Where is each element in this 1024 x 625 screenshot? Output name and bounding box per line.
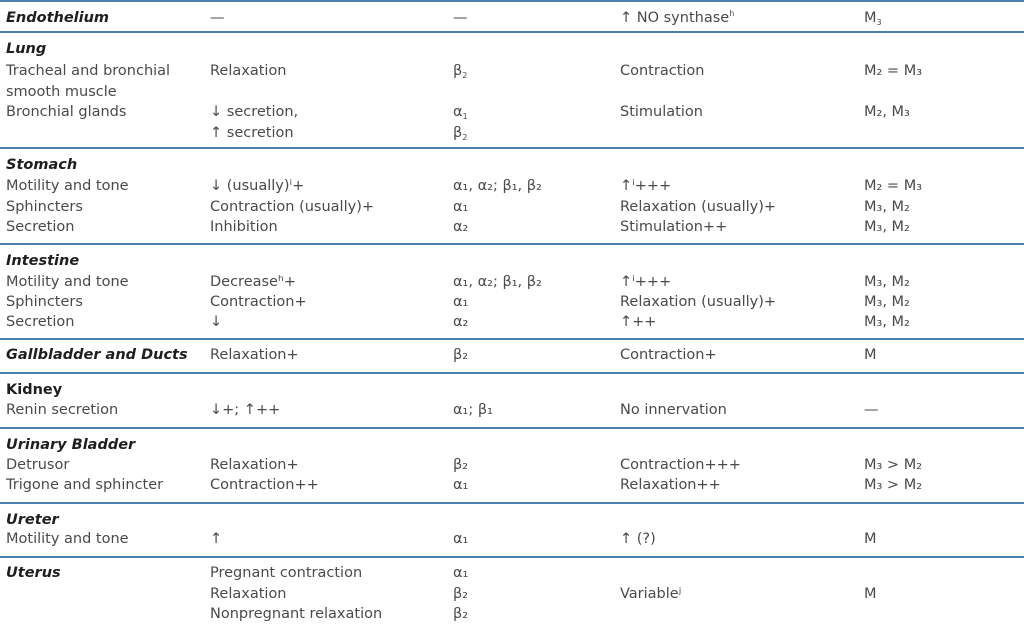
cell-text: Contraction+ [210,294,307,310]
cell-text: Tracheal and bronchial [6,63,171,79]
cell-text: No innervation [620,402,727,418]
cell-c2 [210,61,287,82]
table-section-intestine [0,245,1024,340]
table-row [0,82,1024,103]
cell-text: β [453,125,463,141]
cell-c3 [453,292,468,313]
cell-c4 [620,345,717,366]
cell-text: M₃ > M₂ [864,477,923,493]
organ-heading: Stomach [6,157,78,173]
cell-c5 [864,197,910,218]
cell-text: M₂ = M₃ [864,178,923,194]
organ-heading-row [0,39,1024,60]
cell-c3 [453,529,468,550]
cell-c2 [210,292,307,313]
cell-c2 [210,529,222,550]
table-row [0,345,1024,366]
cell-c1 [6,529,129,550]
cell-text: M [864,531,877,547]
cell-c1 [6,102,126,123]
cell-c1 [6,292,83,313]
organ-heading: Uterus [6,565,61,581]
cell-text: α₁ [453,531,469,547]
cell-text: M₃, M₂ [864,219,910,235]
cell-c1 [6,176,129,197]
subscript: 2 [462,71,468,80]
cell-c1 [6,217,74,238]
cell-text: Relaxation [210,63,287,79]
cell-c4 [620,584,681,605]
cell-c5 [864,272,910,293]
cell-text: ↑ⁱ+++ [620,274,672,290]
organ-heading-row [0,380,1024,401]
cell-c1 [6,455,69,476]
cell-text: α₂ [453,314,469,330]
cell-text: ↑ⁱ+++ [620,178,672,194]
cell-text: α₁ [453,294,469,310]
cell-c5 [864,345,877,366]
cell-c4 [620,400,727,421]
cell-c3 [453,584,468,605]
cell-text: ↓ (usually)ⁱ+ [210,178,305,194]
organ-heading-row [0,435,1024,456]
cell-text: Pregnant contraction [210,565,363,581]
cell-text: α₁; β₁ [453,402,493,418]
cell-text: M₃, M₂ [864,294,910,310]
subscript: 2 [462,133,468,142]
table-row [0,8,1024,29]
cell-text: α₁, α₂; β₁, β₂ [453,274,542,290]
cell-text: M₃, M₂ [864,199,910,215]
table-section-gallbladder-and-ducts [0,340,1024,374]
cell-text: α₂ [453,219,469,235]
table-row [0,61,1024,82]
table-section-stomach [0,149,1024,245]
cell-c4 [620,197,776,218]
cell-c4 [620,455,741,476]
cell-text: ↓ [210,314,223,330]
cell-text: Stimulation++ [620,219,728,235]
cell-text: M [864,347,877,363]
cell-c3 [453,61,467,82]
cell-text: Relaxation+ [210,457,299,473]
subscript: 3 [876,18,882,27]
cell-text: Motility and tone [6,178,129,194]
cell-c2 [210,123,294,144]
cell-text: Contraction [620,63,705,79]
cell-c3 [453,455,468,476]
cell-c2 [210,584,287,605]
cell-text: M₃, M₂ [864,314,910,330]
table-row [0,312,1024,333]
cell-c4 [620,61,704,82]
cell-text: M₂, M₃ [864,104,910,120]
cell-c2 [210,345,299,366]
cell-c2 [210,197,374,218]
cell-text: α₁ [453,477,469,493]
cell-text: Renin secretion [6,402,119,418]
table-section-endothelium [0,0,1024,33]
cell-c2 [210,455,299,476]
cell-c2 [210,312,222,333]
cell-c5 [864,455,922,476]
cell-text: β₂ [453,347,469,363]
cell-c5 [864,61,922,82]
table-row [0,217,1024,238]
cell-c1 [6,475,163,496]
cell-c2 [210,176,304,197]
cell-c5 [864,102,910,123]
superscript: h [729,9,735,18]
organ-heading: Gallbladder and Ducts [6,347,188,363]
cell-text: Stimulation [620,104,703,120]
cell-c4 [620,272,671,293]
cell-c5 [864,584,877,605]
table-row [0,272,1024,293]
table-row [0,292,1024,313]
cell-c5 [864,217,910,238]
cell-text: α₁ [453,199,469,215]
cell-c4 [620,475,721,496]
cell-c3 [453,176,542,197]
cell-text: β₂ [453,586,469,602]
cell-text: ↑ secretion [210,125,294,141]
cell-text: α₁, α₂; β₁, β₂ [453,178,542,194]
cell-text: β [453,63,463,79]
cell-c3 [453,312,468,333]
table-row [0,123,1024,144]
cell-text: Relaxation++ [620,477,721,493]
cell-c3 [453,604,468,625]
table-section-uterus [0,558,1024,623]
organ-heading: Ureter [6,512,59,528]
table-section-ureter [0,504,1024,558]
cell-text: Detrusor [6,457,70,473]
cell-c4 [620,176,671,197]
organ-heading: Kidney [6,382,63,398]
cell-c3 [453,345,468,366]
cell-c3 [453,197,468,218]
cell-c5 [864,475,922,496]
cell-c3 [453,123,467,144]
cell-c3 [453,400,493,421]
organ-heading: Intestine [6,253,80,269]
table-section-lung [0,33,1024,149]
cell-c1 [6,312,74,333]
cell-c2 [210,563,362,584]
cell-text: Sphincters [6,294,83,310]
cell-c4 [620,292,776,313]
table-row [0,176,1024,197]
cell-text: Sphincters [6,199,83,215]
cell-text: Inhibition [210,219,278,235]
organ-heading: Urinary Bladder [6,437,136,453]
cell-text: smooth muscle [6,84,117,100]
cell-text: Motility and tone [6,531,129,547]
cell-c2 [210,400,280,421]
cell-c5 [864,8,882,29]
organ-heading-row [0,155,1024,176]
cell-c4 [620,312,656,333]
cell-text: Relaxation (usually)+ [620,294,777,310]
cell-text: Bronchial glands [6,104,127,120]
cell-c1 [6,82,117,103]
cell-c2 [210,604,382,625]
table-row [0,529,1024,550]
cell-text: ↓ secretion, [210,104,299,120]
cell-text: Variableʲ [620,586,682,602]
cell-text: Contraction+++ [620,457,741,473]
cell-text: ↑++ [620,314,657,330]
table-row [0,475,1024,496]
table-section-urinary-bladder [0,429,1024,504]
cell-c4 [620,8,734,29]
cell-c2 [210,8,225,29]
organ-heading-row [0,510,1024,531]
cell-text: Decreaseʰ+ [210,274,296,290]
cell-c3 [453,563,468,584]
table-row [0,563,1024,584]
cell-c5 [864,292,910,313]
cell-text: Secretion [6,314,75,330]
cell-text: α [453,104,463,120]
cell-c5 [864,176,922,197]
cell-text: M [864,10,877,26]
cell-c3 [453,8,468,29]
cell-text: ↑ NO synthase [620,10,730,26]
cell-c4 [620,217,727,238]
cell-text: ↑ (?) [620,531,656,547]
cell-c1 [6,272,129,293]
cell-text: Contraction++ [210,477,319,493]
cell-text: Relaxation [210,586,287,602]
cell-text: ↓+; ↑++ [210,402,281,418]
cell-c3 [453,272,542,293]
cell-text: α₁ [453,565,469,581]
organ-heading: Endothelium [6,10,110,26]
cell-text: — [864,402,879,418]
table-row [0,197,1024,218]
cell-text: Relaxation (usually)+ [620,199,777,215]
table-row [0,584,1024,605]
cell-c5 [864,529,877,550]
cell-text: Nonpregnant relaxation [210,606,383,622]
cell-c4 [620,529,656,550]
cell-c1 [6,61,170,82]
cell-c4 [620,102,703,123]
table-row [0,102,1024,123]
cell-text: β₂ [453,606,469,622]
cell-c2 [210,475,319,496]
cell-text: — [453,10,468,26]
organ-heading-row [0,251,1024,272]
cell-text: M₃ > M₂ [864,457,923,473]
organ-heading: Lung [6,41,47,57]
cell-c3 [453,217,468,238]
cell-c2 [210,102,298,123]
cell-text: ↑ [210,531,223,547]
cell-text: M [864,586,877,602]
table-section-kidney [0,374,1024,429]
table-row [0,400,1024,421]
cell-text: Motility and tone [6,274,129,290]
cell-text: M₂ = M₃ [864,63,923,79]
cell-c3 [453,475,468,496]
cell-text: — [210,10,225,26]
cell-c1 [6,197,83,218]
cell-c5 [864,400,879,421]
cell-text: Secretion [6,219,75,235]
cell-text: Relaxation+ [210,347,299,363]
cell-c5 [864,312,910,333]
cell-text: M₃, M₂ [864,274,910,290]
cell-c3 [453,102,468,123]
table-row [0,604,1024,625]
cell-text: Contraction+ [620,347,717,363]
cell-text: Contraction (usually)+ [210,199,374,215]
subscript: 1 [462,112,468,121]
cell-text: Trigone and sphincter [6,477,164,493]
cell-c1 [6,400,118,421]
table-row [0,455,1024,476]
cell-c2 [210,217,278,238]
cell-text: β₂ [453,457,469,473]
cell-c2 [210,272,296,293]
